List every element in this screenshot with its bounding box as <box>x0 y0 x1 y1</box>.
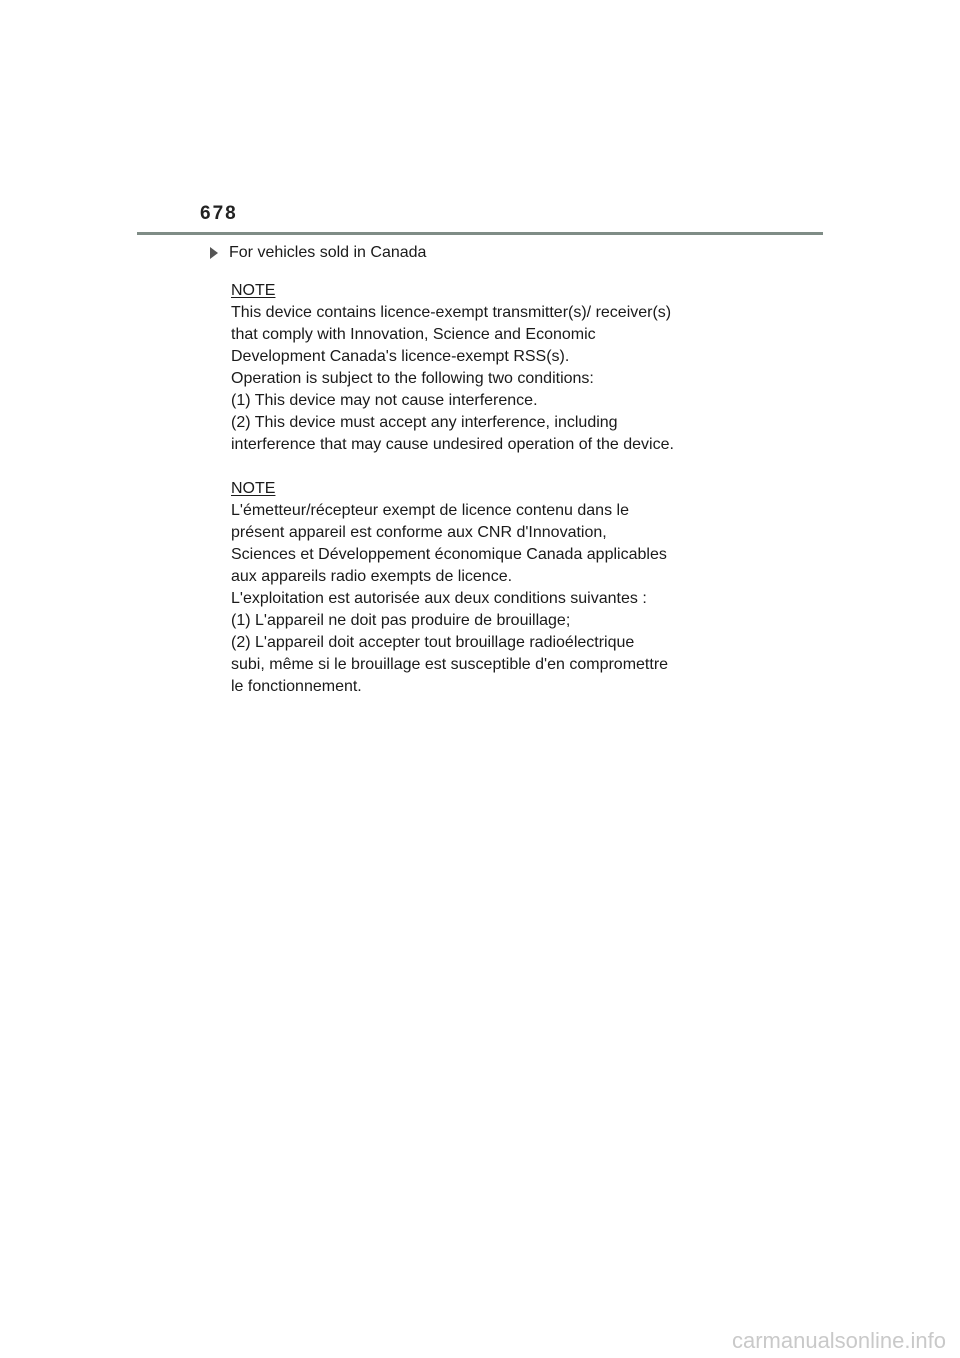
notice-line: interference that may cause undesired operation of the device. <box>231 436 674 453</box>
page-number: 678 <box>200 203 238 224</box>
notice-line: (2) This device must accept any interference, including <box>231 414 618 431</box>
notice-line: (1) This device may not cause interference. <box>231 392 538 409</box>
notice-line: présent appareil est conforme aux CNR d'Innovation, <box>231 524 607 541</box>
notice-label: NOTE <box>231 480 276 497</box>
section-heading <box>210 243 426 263</box>
notice-line: (1) L'appareil ne doit pas produire de brouillage; <box>231 612 571 629</box>
notice-line: le fonctionnement. <box>231 678 362 695</box>
triangle-arrow-icon <box>210 247 218 259</box>
notice-line: aux appareils radio exempts de licence. <box>231 568 513 585</box>
notice-line: This device contains licence-exempt transmitter(s)/ receiver(s) <box>231 304 672 321</box>
notice-label: NOTE <box>231 282 276 299</box>
notice-line: L'émetteur/récepteur exempt de licence contenu dans le <box>231 502 629 519</box>
notice-line: subi, même si le brouillage est susceptible d'en compromettre <box>231 656 669 673</box>
notice-line: L'exploitation est autorisée aux deux conditions suivantes : <box>231 590 647 607</box>
notice-line: Sciences et Développement économique Canada applicables <box>231 546 667 563</box>
header-rule <box>137 232 823 235</box>
notice-line: that comply with Innovation, Science and Economic <box>231 326 596 343</box>
section-heading-text: For vehicles sold in Canada <box>229 244 427 261</box>
notice-line: Operation is subject to the following two conditions: <box>231 370 594 387</box>
notice-line: Development Canada's licence-exempt RSS(s). <box>231 348 570 365</box>
watermark: carmanualsonline.info <box>731 1328 946 1353</box>
notice-line: (2) L'appareil doit accepter tout brouillage radioélectrique <box>231 634 635 651</box>
notice-english <box>231 280 751 456</box>
notice-french <box>231 478 751 698</box>
